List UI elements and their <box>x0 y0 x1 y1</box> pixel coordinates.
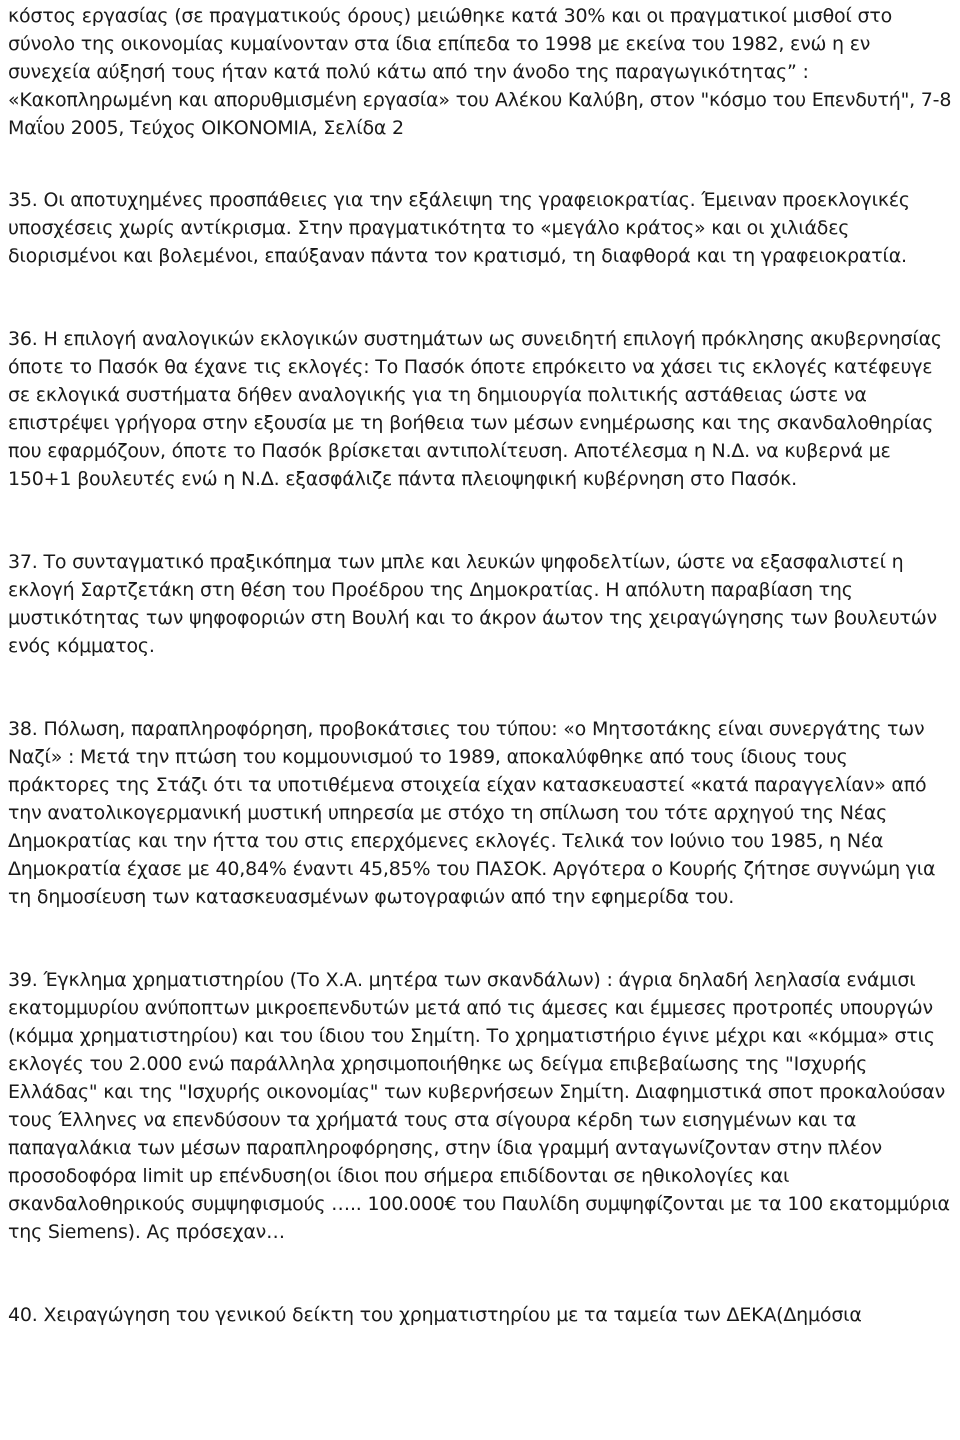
list-item-37: 37. Το συνταγματικό πραξικόπημα των μπλε και λευκών ψηφοδελτίων, ώστε να εξασφαλιστεί η εκλογή Σαρτζετάκη στη θέση του Προέδρου της Δημοκρατίας. Η απόλυτη παραβίαση της μυστικότητας των ψηφοφοριών στη Βουλή και το άκρον άωτον της χειραγώγησης των βουλευτών ενός κόμματος. <box>8 551 937 657</box>
list-item-36: 36. Η επιλογή αναλογικών εκλογικών συστημάτων ως συνειδητή επιλογή πρόκλησης ακυβερνησίας όποτε το Πασόκ θα έχανε τις εκλογές: Το Πασόκ όποτε επρόκειτο να χάσει τις εκλογές κατέφευγε σε εκλογικά συστήματα δήθεν αναλογικής για τη δημιουργία πολιτικής αστάθειας ώστε να επιστρέψει γρήγορα στην εξουσία με τη βοήθεια των μέσων ενημέρωσης και της σκανδαλοθηρίας που εφαρμόζουν, όποτε το Πασόκ βρίσκεται αντιπολίτευση. Αποτέλεσμα η Ν.Δ. να κυβερνά με 150+1 βουλευτές ενώ η Ν.Δ. εξασφάλιζε πάντα πλειοψηφική κυβέρνηση στο Πασόκ. <box>8 328 942 490</box>
list-item-35: 35. Οι αποτυχημένες προσπάθειες για την εξάλειψη της γραφειοκρατίας. Έμειναν προεκλογικές υποσχέσεις χωρίς αντίκρισμα. Στην πραγματικότητα το «μεγάλο κράτος» και οι χιλιάδες διορισμένοι και βολεμένοι, επαύξαναν πάντα τον κρατισμό, τη διαφθορά και τη γραφειοκρατία. <box>8 189 910 267</box>
intro-paragraph: κόστος εργασίας (σε πραγματικούς όρους) μειώθηκε κατά 30% και οι πραγματικοί μισθοί στο σύνολο της οικονομίας κυμαίνονταν στα ίδια επίπεδα το 1998 με εκείνα του 1982, ενώ η εν συνεχεία αύξησή τους ήταν κατά πολύ κάτω από την άνοδο της παραγωγικότητας” : «Κακοπληρωμένη και απορυθμισμένη εργασία» του Αλέκου Καλύβη, στον "κόσμο του Επενδυτή", 7-8 Μαΐου 2005, Τεύχος ΟΙΚΟΝΟΜΙΑ, Σελίδα 2 <box>8 5 952 139</box>
list-item-40: 40. Χειραγώγηση του γενικού δείκτη του χρηματιστηρίου με τα ταμεία των ΔΕΚΑ(Δημόσια <box>8 1304 862 1326</box>
list-item-38: 38. Πόλωση, παραπληροφόρηση, προβοκάτσιες του τύπου: «ο Μητσοτάκης είναι συνεργάτης των Ναζί» : Μετά την πτώση του κομμουνισμού το 1989, αποκαλύφθηκε από τους ίδιους τους πράκτορες της Στάζι ότι τα υποτιθέμενα στοιχεία είχαν κατασκευαστεί «κατά παραγγελίαν» από την ανατολικογερμανική μυστική υπηρεσία με στόχο τη σπίλωση του τότε αρχηγού της Νέας Δημοκρατίας και την ήττα του στις επερχόμενες εκλογές. Τελικά τον Ιούνιο του 1985, η Νέα Δημοκρατία έχασε με 40,84% έναντι 45,85% του ΠΑΣΟΚ. Αργότερα ο Κουρής ζήτησε συγνώμη για τη δημοσίευση των κατασκευασμένων φωτογραφιών από την εφημερίδα του. <box>8 718 936 908</box>
list-item-39: 39. Έγκλημα χρηματιστηρίου (Το Χ.Α. μητέρα των σκανδάλων) : άγρια δηλαδή λεηλασία ενάμισι εκατομμυρίου ανύποπτων μικροεπενδυτών μετά από τις άμεσες και έμμεσες προτροπές υπουργών (κόμμα χρηματιστηρίου) και του ίδιου του Σημίτη. Το χρηματιστήριο έγινε μέχρι και «κόμμα» στις εκλογές του 2.000 ενώ παράλληλα χρησιμοποιήθηκε ως δείγμα επιβεβαίωσης της "Ισχυρής Ελλάδας" και της "Ισχυρής οικονομίας" των κυβερνήσεων Σημίτη. Διαφημιστικά σποτ προκαλούσαν τους Έλληνες να επενδύσουν τα χρήματά τους στα σίγουρα κέρδη των εισηγμένων και τα παπαγαλάκια των μέσων παραπληροφόρησης, στην ίδια γραμμή ανταγωνίζονταν στην πλέον προσοδοφόρα limit up επένδυση(οι ίδιοι που σήμερα επιδίδονται σε ηθικολογίες και σκανδαλοθηρικούς συμψηφισμούς ….. 100.000€ του Παυλίδη συμψηφίζονται με τα 100 εκατομμύρια της Siemens). Ας πρόσεχαν… <box>8 969 950 1243</box>
